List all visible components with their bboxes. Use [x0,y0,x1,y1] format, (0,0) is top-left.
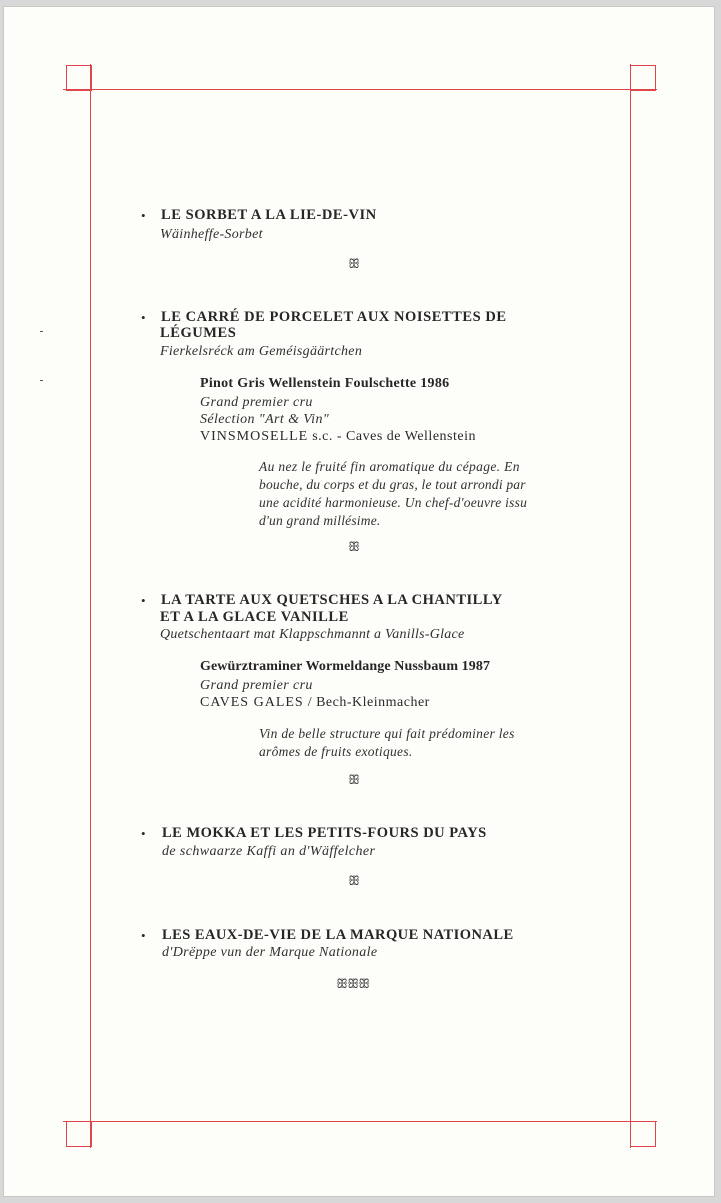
producer-brand: VINSMOSELLE [200,429,309,444]
course-title-continued: LÉGUMES [160,325,237,341]
tasting-note-line: d'un grand millésime. [259,513,381,528]
tasting-note-line: Vin de belle structure qui fait prédominer les [259,726,515,741]
course-title: LE CARRÉ DE PORCELET AUX NOISETTES DE [161,309,507,325]
wine-classification: Grand premier cru [200,678,313,693]
wine-selection: Sélection "Art & Vin" [200,412,330,427]
course-bullet: • [141,593,146,608]
course-subtitle: de schwaarze Kaffi an d'Wäffelcher [162,844,376,859]
menu-page [4,7,714,1196]
tasting-note-line: arômes de fruits exotiques. [259,744,413,759]
course-bullet: • [141,310,146,325]
wine-classification: Grand premier cru [200,395,313,410]
course-subtitle: Wäinheffe-Sorbet [160,227,263,242]
knot-ornament-icon: ꕥ [348,772,360,787]
course-bullet: • [141,826,146,841]
final-knot-ornament-icon: ꕥꕥꕥ [336,976,370,991]
menu-content [4,7,714,1196]
wine-name: Gewürztraminer Wormeldange Nussbaum 1987 [200,659,491,674]
course-bullet: • [141,928,146,943]
course-bullet: • [141,208,146,223]
course-subtitle: d'Drëppe vun der Marque Nationale [162,945,378,960]
producer-location: s.c. - Caves de Wellenstein [308,429,476,444]
course-title: LE SORBET A LA LIE-DE-VIN [161,207,377,223]
course-subtitle: Fierkelsréck am Geméisgäärtchen [160,344,363,359]
knot-ornament-icon: ꕥ [348,539,360,554]
course-title: LES EAUX-DE-VIE DE LA MARQUE NATIONALE [162,927,514,943]
course-title: LE MOKKA ET LES PETITS-FOURS DU PAYS [162,825,487,841]
wine-name: Pinot Gris Wellenstein Foulschette 1986 [200,376,450,391]
course-title-continued: ET A LA GLACE VANILLE [160,609,349,625]
producer-location: / Bech-Kleinmacher [303,695,430,710]
tasting-note-line: Au nez le fruité fin aromatique du cépage. En [259,459,520,474]
tasting-note-line: une acidité harmonieuse. Un chef-d'oeuvre issu [259,495,528,510]
knot-ornament-icon: ꕥ [348,873,360,888]
course-title: LA TARTE AUX QUETSCHES A LA CHANTILLY [161,592,503,608]
wine-producer [200,695,430,711]
knot-ornament-icon: ꕥ [348,256,360,271]
producer-brand: CAVES GALES [200,695,304,710]
course-subtitle: Quetschentaart mat Klappschmannt a Vanills-Glace [160,627,465,642]
wine-producer [200,429,476,445]
tasting-note-line: bouche, du corps et du gras, le tout arrondi par [259,477,526,492]
